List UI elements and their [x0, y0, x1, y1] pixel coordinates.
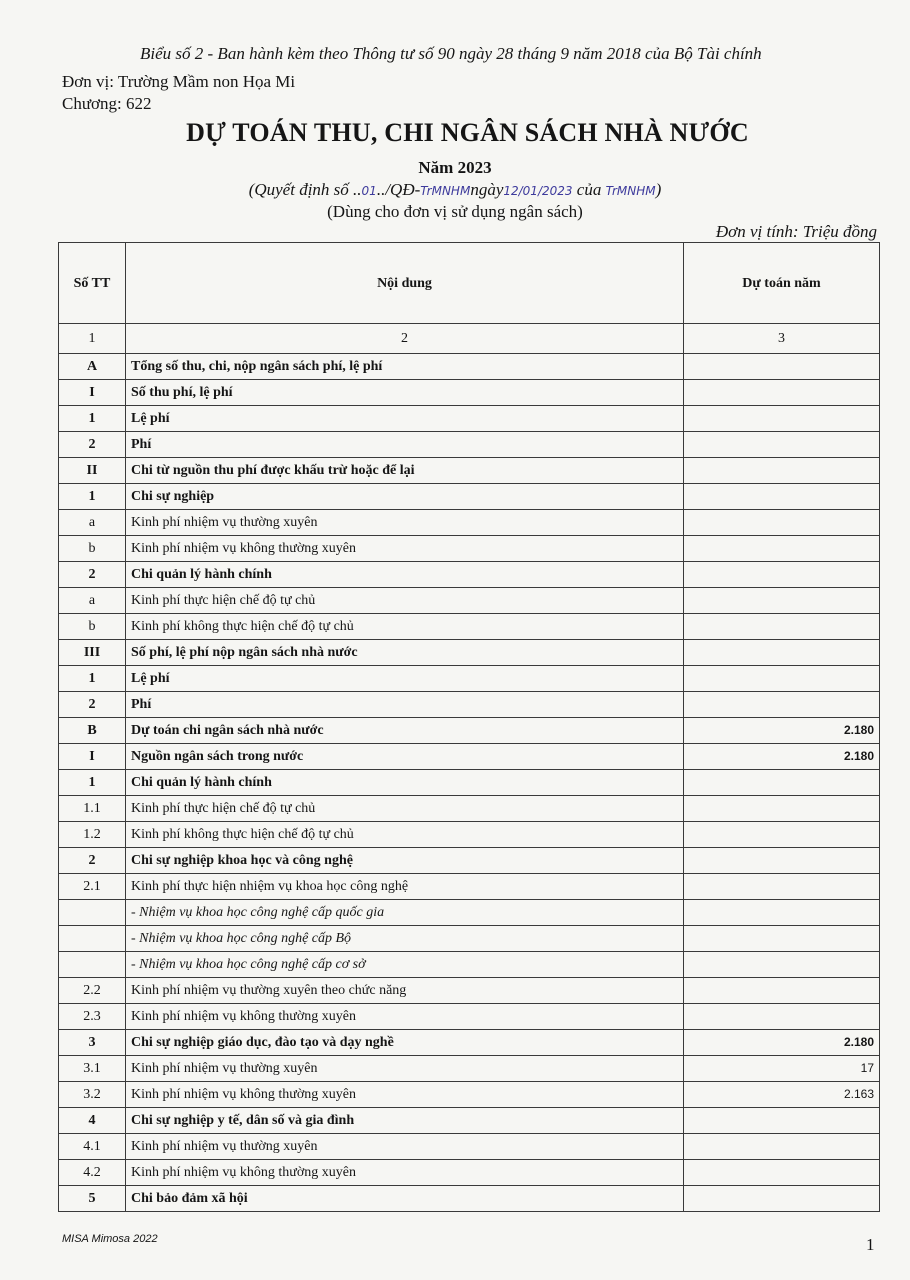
row-content: - Nhiệm vụ khoa học công nghệ cấp Bộ	[126, 926, 684, 952]
row-number: 1	[59, 484, 126, 510]
row-estimate	[684, 562, 880, 588]
row-content: Kinh phí thực hiện nhiệm vụ khoa học công nghệ	[126, 874, 684, 900]
row-estimate	[684, 666, 880, 692]
table-header-row	[59, 243, 880, 324]
table-row	[59, 614, 880, 640]
row-estimate	[684, 1186, 880, 1212]
row-number: I	[59, 744, 126, 770]
decision-mid: ../QĐ-	[376, 180, 421, 199]
table-row	[59, 536, 880, 562]
row-content: Kinh phí nhiệm vụ không thường xuyên	[126, 1082, 684, 1108]
row-content: Chi sự nghiệp giáo dục, đào tạo và dạy nghề	[126, 1030, 684, 1056]
row-number: 2	[59, 848, 126, 874]
table-row	[59, 484, 880, 510]
decision-org: TrMNHM	[420, 184, 471, 198]
row-number: a	[59, 510, 126, 536]
header-stt: Số TT	[59, 243, 126, 324]
row-number: 3.1	[59, 1056, 126, 1082]
decision-day-label: ngày	[470, 180, 504, 199]
row-content: Kinh phí không thực hiện chế độ tự chủ	[126, 822, 684, 848]
decision-by: của	[572, 180, 606, 199]
row-content: Nguồn ngân sách trong nước	[126, 744, 684, 770]
row-estimate	[684, 1108, 880, 1134]
table-row	[59, 510, 880, 536]
table-row	[59, 822, 880, 848]
row-number: 1	[59, 666, 126, 692]
row-content: Chi quản lý hành chính	[126, 770, 684, 796]
row-content: Kinh phí nhiệm vụ không thường xuyên	[126, 1004, 684, 1030]
decision-number: 01	[361, 184, 377, 198]
table-row	[59, 874, 880, 900]
row-number: 2	[59, 692, 126, 718]
table-row	[59, 458, 880, 484]
row-estimate	[684, 1160, 880, 1186]
table-row	[59, 666, 880, 692]
table-row	[59, 978, 880, 1004]
table-row	[59, 718, 880, 744]
row-estimate	[684, 1004, 880, 1030]
row-number: I	[59, 380, 126, 406]
row-estimate	[684, 614, 880, 640]
row-estimate	[684, 926, 880, 952]
row-number: a	[59, 588, 126, 614]
row-estimate	[684, 406, 880, 432]
row-number: 3.2	[59, 1082, 126, 1108]
row-number	[59, 952, 126, 978]
row-estimate: 2.180	[684, 718, 880, 744]
decision-prefix: (Quyết định số ..	[248, 180, 362, 199]
row-number: 4.2	[59, 1160, 126, 1186]
row-content: Chi từ nguồn thu phí được khấu trừ hoặc để lại	[126, 458, 684, 484]
row-number: 1	[59, 770, 126, 796]
row-content: Phí	[126, 692, 684, 718]
row-number	[59, 926, 126, 952]
header-estimate: Dự toán năm	[684, 243, 880, 324]
row-content: - Nhiệm vụ khoa học công nghệ cấp cơ sở	[126, 952, 684, 978]
row-estimate: 2.163	[684, 1082, 880, 1108]
row-estimate	[684, 354, 880, 380]
row-content: Kinh phí nhiệm vụ thường xuyên	[126, 510, 684, 536]
table-row	[59, 380, 880, 406]
column-number: 3	[684, 324, 880, 354]
row-number: 3	[59, 1030, 126, 1056]
row-content: - Nhiệm vụ khoa học công nghệ cấp quốc gia	[126, 900, 684, 926]
table-row	[59, 692, 880, 718]
row-number: 1.2	[59, 822, 126, 848]
row-number: 1	[59, 406, 126, 432]
row-content: Kinh phí nhiệm vụ thường xuyên	[126, 1056, 684, 1082]
table-row	[59, 848, 880, 874]
row-estimate: 2.180	[684, 1030, 880, 1056]
row-number: 4.1	[59, 1134, 126, 1160]
table-row	[59, 926, 880, 952]
row-number: A	[59, 354, 126, 380]
table-row	[59, 1108, 880, 1134]
decision-issuer: TrMNHM	[605, 184, 656, 198]
table-row	[59, 770, 880, 796]
row-number: 4	[59, 1108, 126, 1134]
table-row	[59, 952, 880, 978]
software-footer: MISA Mimosa 2022	[62, 1233, 158, 1245]
row-number: III	[59, 640, 126, 666]
row-number: B	[59, 718, 126, 744]
row-content: Kinh phí không thực hiện chế độ tự chủ	[126, 614, 684, 640]
table-row	[59, 1186, 880, 1212]
column-number: 1	[59, 324, 126, 354]
row-number: 2.3	[59, 1004, 126, 1030]
row-content: Số thu phí, lệ phí	[126, 380, 684, 406]
page-number: 1	[866, 1235, 875, 1254]
row-estimate	[684, 510, 880, 536]
row-content: Kinh phí nhiệm vụ không thường xuyên	[126, 1160, 684, 1186]
table-row	[59, 744, 880, 770]
unit-name: Đơn vị: Trường Mầm non Họa Mi	[62, 72, 296, 91]
row-number: 2.1	[59, 874, 126, 900]
row-content: Chi sự nghiệp y tế, dân số và gia đình	[126, 1108, 684, 1134]
row-content: Kinh phí thực hiện chế độ tự chủ	[126, 796, 684, 822]
row-number: b	[59, 536, 126, 562]
row-content: Chi sự nghiệp	[126, 484, 684, 510]
table-row	[59, 406, 880, 432]
form-reference: Biểu số 2 - Ban hành kèm theo Thông tư số 90 ngày 28 tháng 9 năm 2018 của Bộ Tài chính	[140, 44, 762, 63]
row-estimate	[684, 640, 880, 666]
row-estimate	[684, 380, 880, 406]
row-number: 2	[59, 432, 126, 458]
row-estimate	[684, 874, 880, 900]
table-row	[59, 354, 880, 380]
table-row	[59, 796, 880, 822]
table-row	[59, 1160, 880, 1186]
row-content: Kinh phí nhiệm vụ thường xuyên theo chức năng	[126, 978, 684, 1004]
row-estimate	[684, 770, 880, 796]
row-content: Kinh phí nhiệm vụ không thường xuyên	[126, 536, 684, 562]
row-number: 2.2	[59, 978, 126, 1004]
row-estimate	[684, 484, 880, 510]
table-row	[59, 1004, 880, 1030]
table-row	[59, 1082, 880, 1108]
table-row	[59, 1056, 880, 1082]
row-content: Chi bảo đảm xã hội	[126, 1186, 684, 1212]
column-number-row	[59, 324, 880, 354]
document-title: DỰ TOÁN THU, CHI NGÂN SÁCH NHÀ NƯỚC	[186, 118, 749, 147]
row-estimate	[684, 848, 880, 874]
column-number: 2	[126, 324, 684, 354]
row-estimate	[684, 458, 880, 484]
header-content: Nội dung	[126, 243, 684, 324]
row-estimate	[684, 952, 880, 978]
row-estimate	[684, 432, 880, 458]
row-estimate	[684, 536, 880, 562]
row-content: Số phí, lệ phí nộp ngân sách nhà nước	[126, 640, 684, 666]
decision-suffix: )	[655, 180, 662, 199]
row-number: b	[59, 614, 126, 640]
row-estimate: 17	[684, 1056, 880, 1082]
row-content: Kinh phí nhiệm vụ thường xuyên	[126, 1134, 684, 1160]
row-content: Lệ phí	[126, 406, 684, 432]
row-estimate	[684, 588, 880, 614]
table-row	[59, 900, 880, 926]
chapter-code: Chương: 622	[62, 94, 152, 113]
table-row	[59, 1030, 880, 1056]
table-row	[59, 432, 880, 458]
row-number: 1.1	[59, 796, 126, 822]
row-number	[59, 900, 126, 926]
row-content: Tổng số thu, chi, nộp ngân sách phí, lệ phí	[126, 354, 684, 380]
table-row	[59, 640, 880, 666]
row-estimate	[684, 822, 880, 848]
document-usage: (Dùng cho đơn vị sử dụng ngân sách)	[327, 202, 583, 221]
table-row	[59, 1134, 880, 1160]
row-number: II	[59, 458, 126, 484]
decision-date: 12/01/2023	[503, 184, 573, 198]
row-estimate	[684, 692, 880, 718]
row-estimate	[684, 900, 880, 926]
document-year: Năm 2023	[418, 158, 492, 177]
decision-line	[0, 180, 910, 200]
row-number: 5	[59, 1186, 126, 1212]
budget-table	[58, 242, 880, 1212]
row-estimate	[684, 1134, 880, 1160]
row-estimate	[684, 978, 880, 1004]
row-content: Chi sự nghiệp khoa học và công nghệ	[126, 848, 684, 874]
row-number: 2	[59, 562, 126, 588]
row-content: Kinh phí thực hiện chế độ tự chủ	[126, 588, 684, 614]
table-row	[59, 588, 880, 614]
row-content: Phí	[126, 432, 684, 458]
row-content: Dự toán chi ngân sách nhà nước	[126, 718, 684, 744]
row-estimate	[684, 796, 880, 822]
table-row	[59, 562, 880, 588]
row-content: Chi quản lý hành chính	[126, 562, 684, 588]
row-content: Lệ phí	[126, 666, 684, 692]
row-estimate: 2.180	[684, 744, 880, 770]
unit-of-measure: Đơn vị tính: Triệu đồng	[715, 222, 877, 241]
